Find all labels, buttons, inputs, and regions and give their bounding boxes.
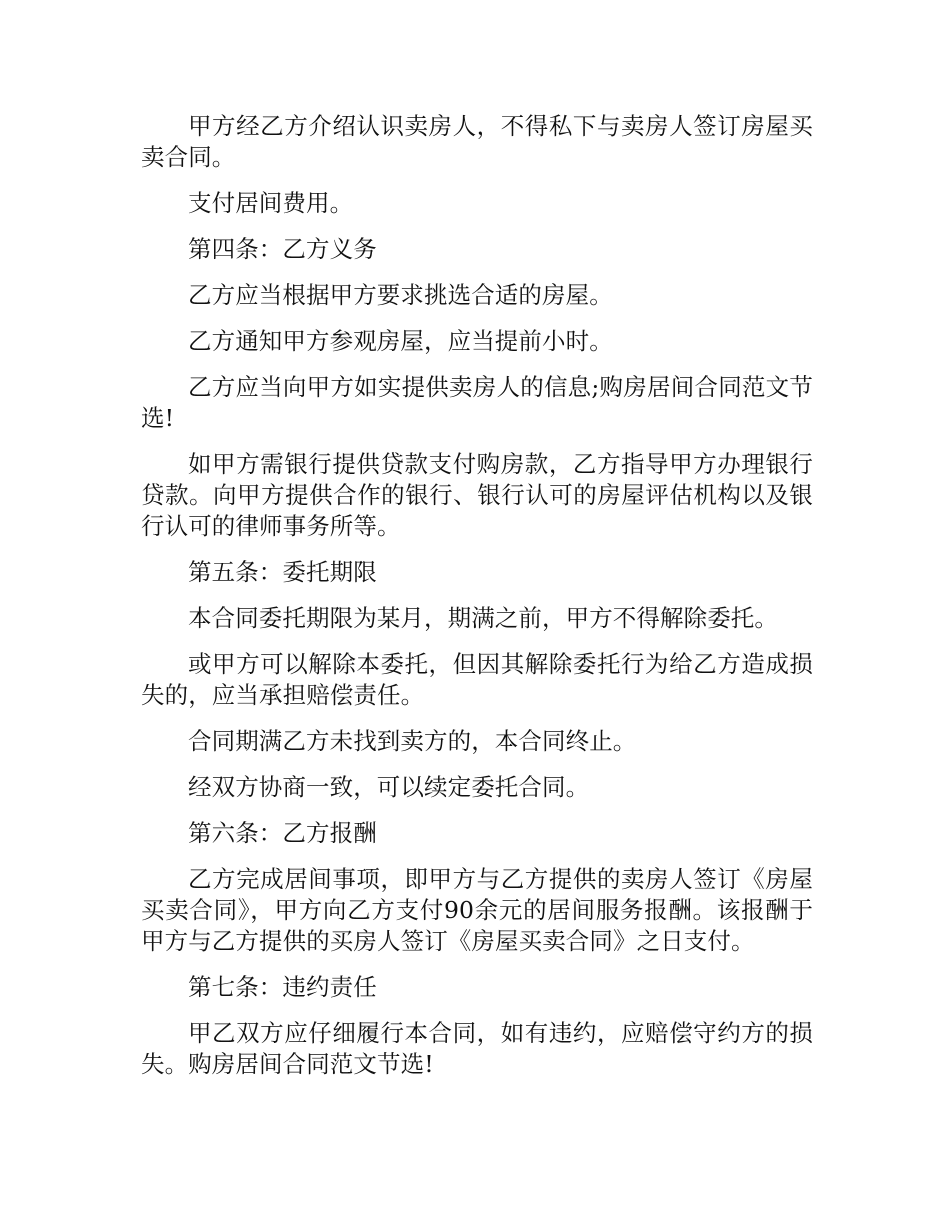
heading-article-6: 第六条：乙方报酬 <box>188 819 377 847</box>
heading-article-5: 第五条：委托期限 <box>188 558 377 586</box>
paragraph-seller-info: 乙方应当向甲方如实提供卖房人的信息;购房居间合同范文节选! <box>141 373 813 432</box>
paragraph-termination: 或甲方可以解除本委托，但因其解除委托行为给乙方造成损失的，应当承担赔偿责任。 <box>141 650 813 709</box>
paragraph-breach: 甲乙双方应仔细履行本合同，如有违约，应赔偿守约方的损失。购房居间合同范文节选! <box>141 1019 813 1078</box>
paragraph-notify-visit: 乙方通知甲方参观房屋，应当提前小时。 <box>188 327 613 355</box>
paragraph-expiry: 合同期满乙方未找到卖方的，本合同终止。 <box>188 727 637 755</box>
paragraph-bank-loan: 如甲方需银行提供贷款支付购房款，乙方指导甲方办理银行贷款。向甲方提供合作的银行、银行认可的房屋评估机构以及银行认可的律师事务所等。 <box>141 450 813 540</box>
paragraph-pay-fee: 支付居间费用。 <box>188 189 354 217</box>
paragraph-term: 本合同委托期限为某月，期满之前，甲方不得解除委托。 <box>188 604 778 632</box>
paragraph-renewal: 经双方协商一致，可以续定委托合同。 <box>188 773 590 801</box>
heading-article-7: 第七条：违约责任 <box>188 973 377 1001</box>
paragraph-no-private-contract: 甲方经乙方介绍认识卖房人，不得私下与卖房人签订房屋买卖合同。 <box>141 112 813 171</box>
heading-article-4: 第四条：乙方义务 <box>188 235 377 263</box>
paragraph-remuneration: 乙方完成居间事项，即甲方与乙方提供的卖房人签订《房屋买卖合同》，甲方向乙方支付90余元的居间服务报酬。该报酬于甲方与乙方提供的买房人签订《房屋买卖合同》之日支付。 <box>141 865 813 955</box>
paragraph-select-house: 乙方应当根据甲方要求挑选合适的房屋。 <box>188 281 613 309</box>
document-body <box>141 111 813 1095</box>
